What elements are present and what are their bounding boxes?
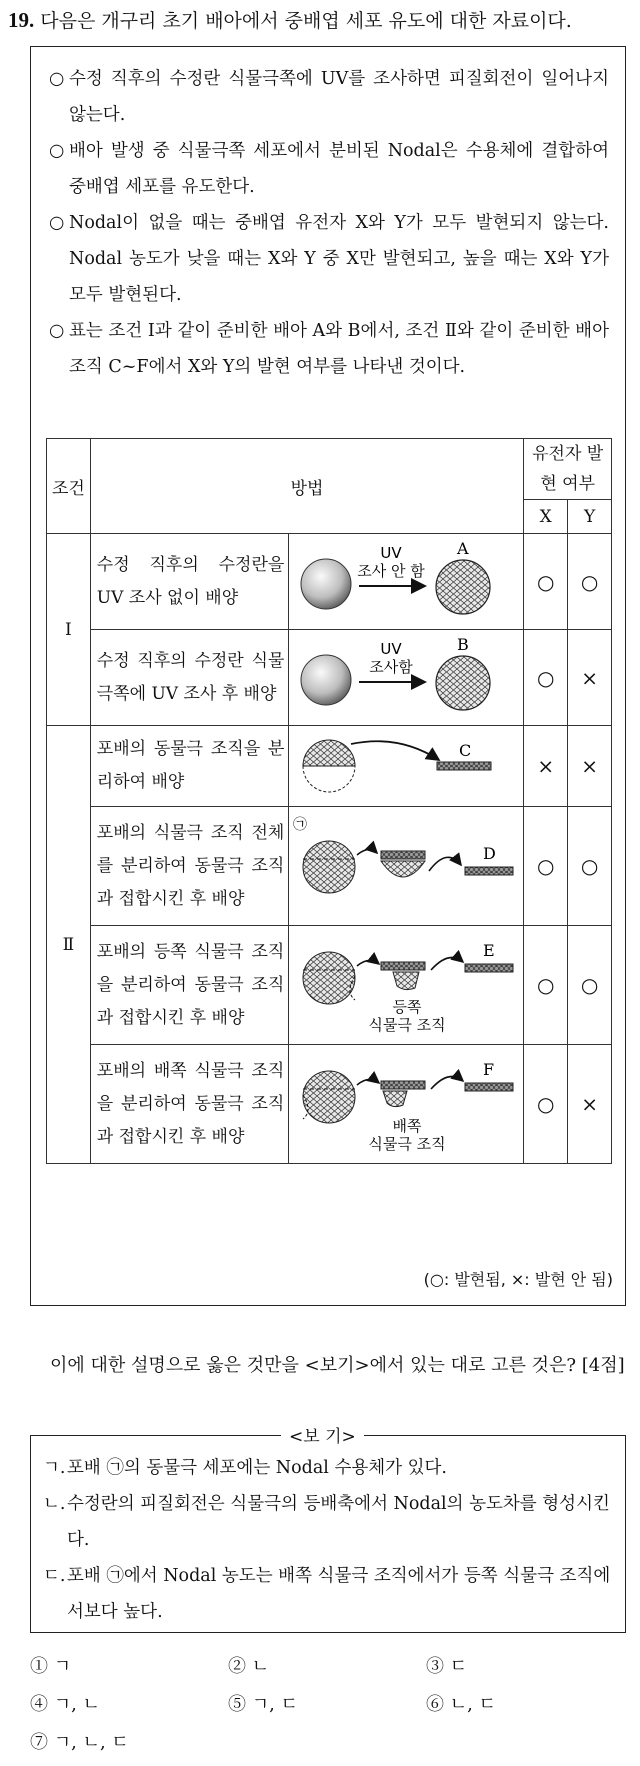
vegetal-tissue (383, 1091, 407, 1107)
tag-label: C (459, 741, 472, 760)
choice-label: ㄱ, ㄷ (251, 1694, 298, 1715)
embryo-shape (436, 560, 490, 614)
question-number: 19. (8, 8, 35, 32)
table-row (47, 1045, 612, 1164)
answer-choice-2[interactable] (228, 1652, 269, 1678)
choice-number: ⑥ (426, 1694, 444, 1715)
bullet-text: 수정 직후의 수정란 식물극쪽에 UV를 조사하면 피질회전이 일어나지 않는다. (69, 69, 609, 125)
answer-choice-6[interactable] (426, 1690, 496, 1716)
header-gene: 유전자 발현 여부 (524, 439, 612, 500)
bogi-title: <보 기> (281, 1422, 364, 1447)
arrow (357, 960, 379, 966)
choice-number: ③ (426, 1656, 444, 1677)
tissue-strip (437, 762, 491, 770)
bogi-text: 포배 ㉠의 동물극 세포에는 Nodal 수용체가 있다. (67, 1458, 447, 1478)
table-row (47, 630, 612, 726)
result-x: ○ (524, 534, 568, 630)
tissue-strip (381, 851, 425, 859)
answer-choice-3[interactable] (426, 1652, 467, 1678)
egg-shape (301, 655, 351, 705)
blastula-shape (303, 841, 355, 893)
method-figure (289, 534, 524, 630)
arrow (429, 857, 461, 871)
question-prompt (30, 1348, 626, 1384)
bullet-marker: ○ (49, 213, 65, 233)
result-y: ○ (568, 807, 612, 926)
result-y: × (568, 1045, 612, 1164)
bullet-marker: ○ (49, 321, 65, 341)
legend-note: (○: 발현됨, ×: 발현 안 됨) (423, 1270, 613, 1289)
question-title: 다음은 개구리 초기 배아에서 중배엽 세포 유도에 대한 자료이다. (40, 10, 572, 32)
uv-experiment-figure (289, 534, 523, 629)
choice-number: ④ (30, 1694, 48, 1715)
answer-choice-5[interactable] (228, 1690, 298, 1716)
tissue-label: 배쪽 (392, 1117, 422, 1135)
bogi-item (43, 1486, 613, 1558)
embryo-shape (436, 656, 490, 710)
tag-label: B (457, 635, 470, 654)
tissue-strip (465, 867, 513, 875)
blastula-shape (303, 952, 355, 1004)
condition-cell: Ⅱ (47, 726, 91, 1164)
data-bullet (49, 133, 609, 205)
tag-label: A (457, 539, 469, 558)
recombination-figure (289, 807, 523, 925)
method-figure (289, 726, 524, 807)
blastula-outline (303, 766, 355, 792)
bogi-text: 수정란의 피질회전은 식물극의 등배축에서 Nodal의 농도차를 형성시킨다. (67, 1494, 610, 1550)
uv-label: UV (380, 640, 402, 658)
header-x: X (524, 500, 568, 534)
method-desc: 수정 직후의 수정란 식물극쪽에 UV 조사 후 배양 (90, 630, 289, 726)
bogi-item (43, 1450, 613, 1486)
arrow (431, 958, 463, 971)
bogi-marker: ㄴ. (43, 1494, 66, 1514)
arrow (431, 1077, 463, 1090)
arrow (357, 1079, 379, 1085)
method-figure (289, 926, 524, 1045)
bogi-marker: ㄱ. (43, 1458, 66, 1478)
method-figure (289, 1045, 524, 1164)
uv-sub-label: 조사 안 함 (357, 562, 426, 580)
result-y: × (568, 630, 612, 726)
blastula-shape (303, 740, 355, 766)
bullet-text: 표는 조건 Ⅰ과 같이 준비한 배아 A와 B에서, 조건 Ⅱ와 같이 준비한 배아 조직 C~F에서 X와 Y의 발현 여부를 나타낸 것이다. (69, 321, 609, 377)
answer-choice-4[interactable] (30, 1690, 100, 1716)
method-desc: 포배의 등쪽 식물극 조직을 분리하여 동물극 조직과 접합시킨 후 배양 (90, 926, 289, 1045)
method-desc: 포배의 식물극 조직 전체를 분리하여 동물극 조직과 접합시킨 후 배양 (90, 807, 289, 926)
choice-label: ㄱ, ㄴ (53, 1694, 100, 1715)
choice-label: ㄱ (53, 1656, 72, 1677)
method-desc: 수정 직후의 수정란을 UV 조사 없이 배양 (90, 534, 289, 630)
vegetal-tissue (393, 972, 419, 990)
points-label: [4점] (581, 1355, 625, 1376)
arrow (357, 849, 377, 855)
bullet-marker: ○ (49, 69, 65, 89)
method-figure (289, 630, 524, 726)
answer-choice-7[interactable] (30, 1728, 129, 1754)
result-x: ○ (524, 926, 568, 1045)
tag-label: F (483, 1060, 495, 1079)
bogi-marker: ㄷ. (43, 1566, 66, 1586)
choice-label: ㄱ, ㄴ, ㄷ (53, 1732, 129, 1753)
blastula-shape (303, 1071, 355, 1123)
recombination-figure (289, 926, 523, 1044)
result-y: ○ (568, 534, 612, 630)
result-y: ○ (568, 926, 612, 1045)
vegetal-tissue (381, 861, 425, 877)
table-row (47, 926, 612, 1045)
question-header (8, 4, 632, 37)
tissue-strip (465, 964, 513, 972)
choice-label: ㄴ, ㄷ (449, 1694, 496, 1715)
data-box (30, 46, 626, 1306)
bogi-item (43, 1558, 613, 1630)
bullet-marker: ○ (49, 141, 65, 161)
table-row (47, 534, 612, 630)
method-desc: 포배의 배쪽 식물극 조직을 분리하여 동물극 조직과 접합시킨 후 배양 (90, 1045, 289, 1164)
choice-number: ⑤ (228, 1694, 246, 1715)
answer-choice-1[interactable] (30, 1652, 71, 1678)
result-x: ○ (524, 630, 568, 726)
tissue-label: 등쪽 (392, 998, 422, 1016)
experiment-table (46, 438, 612, 1164)
marker-label: ㉠ (293, 817, 308, 833)
method-desc: 포배의 동물극 조직을 분리하여 배양 (90, 726, 289, 807)
choice-label: ㄷ (449, 1656, 468, 1677)
bullet-text: 배아 발생 중 식물극쪽 세포에서 분비된 Nodal은 수용체에 결합하여 중배엽 세포를 유도한다. (69, 141, 609, 197)
prompt-text: 이에 대한 설명으로 옳은 것만을 <보기>에서 있는 대로 고른 것은? (50, 1355, 577, 1376)
tissue-strip (465, 1083, 513, 1091)
table-row (47, 807, 612, 926)
tag-label: E (483, 941, 496, 960)
bullet-text: Nodal이 없을 때는 중배엽 유전자 X와 Y가 모두 발현되지 않는다. Nodal 농도가 낮을 때는 X와 Y 중 X만 발현되고, 높을 때는 X와 Y가 모두 발현된다. (69, 213, 609, 305)
result-x: ○ (524, 1045, 568, 1164)
method-figure (289, 807, 524, 926)
choice-number: ① (30, 1656, 48, 1677)
result-y: × (568, 726, 612, 807)
tissue-label: 식물극 조직 (368, 1016, 446, 1034)
blastula-figure (289, 726, 523, 806)
arrow (351, 741, 439, 760)
table-row (47, 726, 612, 807)
data-bullet (49, 313, 609, 385)
choice-number: ⑦ (30, 1732, 48, 1753)
recombination-figure (289, 1045, 523, 1163)
tissue-label: 식물극 조직 (368, 1135, 446, 1153)
uv-experiment-figure (289, 630, 523, 725)
tissue-strip (381, 962, 425, 970)
bogi-text: 포배 ㉠에서 Nodal 농도는 배쪽 식물극 조직에서가 등쪽 식물극 조직에서보다 높다. (67, 1566, 611, 1622)
tissue-strip (381, 1081, 425, 1089)
tag-label: D (483, 844, 497, 863)
choice-label: ㄴ (251, 1656, 270, 1677)
egg-shape (301, 559, 351, 609)
bogi-box (30, 1427, 626, 1633)
choice-number: ② (228, 1656, 246, 1677)
result-x: ○ (524, 807, 568, 926)
uv-sub-label: 조사함 (369, 658, 414, 676)
data-bullet (49, 205, 609, 313)
header-y: Y (568, 500, 612, 534)
result-x: × (524, 726, 568, 807)
data-bullet (49, 61, 609, 133)
header-method: 방법 (90, 439, 524, 534)
uv-label: UV (380, 544, 402, 562)
condition-cell: Ⅰ (47, 534, 91, 726)
header-condition: 조건 (47, 439, 91, 534)
